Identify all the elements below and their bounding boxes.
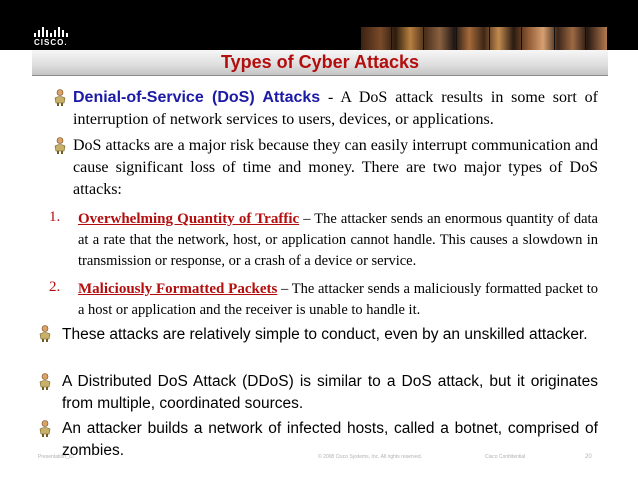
person-bullet-icon bbox=[53, 137, 67, 154]
bullet-botnet: An attacker builds a network of infected hosts, called a botnet, comprised of zombies. bbox=[62, 420, 598, 459]
numbered-item-packets-text: – The attacker sends a maliciously formatted packet to a host or application and the receiver is unable to handle it. bbox=[78, 281, 598, 318]
numbered-item-traffic-text: – The attacker sends an enormous quantity of data at a rate that the network, host, or application cannot handle. This causes a slowdown in transmission or response, or a crash of a device or service. bbox=[78, 211, 598, 269]
bullet-dos-definition bbox=[73, 87, 598, 131]
bullet-dos-definition-text: - A DoS attack results in some sort of interruption of network services to users, devices, or applications. bbox=[73, 89, 598, 128]
bullet-dos-risk: DoS attacks are a major risk because they can easily interrupt communication and cause significant loss of time and money. There are two major types of DoS attacks: bbox=[73, 137, 598, 198]
header-bar bbox=[0, 0, 638, 50]
person-bullet-icon bbox=[38, 373, 52, 390]
term-malformed-packets: Maliciously Formatted Packets bbox=[78, 281, 278, 297]
slide-title: Types of Cyber Attacks bbox=[220, 52, 420, 72]
page-number: 20 bbox=[585, 454, 592, 460]
footer-presentation-id: Presentation_ID bbox=[38, 454, 74, 460]
term-dos-attacks: Denial-of-Service (DoS) Attacks bbox=[73, 89, 321, 106]
cisco-logo bbox=[32, 27, 76, 49]
numbered-item-packets bbox=[78, 279, 598, 321]
list-number-2: 2. bbox=[49, 279, 61, 295]
footer-copyright: © 2008 Cisco Systems, Inc. All rights reserved. bbox=[318, 454, 423, 460]
person-bullet-icon bbox=[38, 325, 52, 342]
bullet-simple-to-conduct: These attacks are relatively simple to conduct, even by an unskilled attacker. bbox=[62, 326, 588, 343]
header-photo-strip bbox=[361, 27, 607, 50]
list-number-1: 1. bbox=[49, 209, 61, 225]
numbered-item-traffic bbox=[78, 209, 598, 272]
title-bar bbox=[32, 50, 608, 76]
footer-confidential: Cisco Confidential bbox=[485, 454, 526, 460]
term-overwhelming-traffic: Overwhelming Quantity of Traffic bbox=[78, 211, 300, 227]
bullet-ddos: A Distributed DoS Attack (DDoS) is similar to a DoS attack, but it originates from multiple, coordinated sources. bbox=[62, 373, 598, 412]
person-bullet-icon bbox=[38, 420, 52, 437]
cisco-bridge-icon bbox=[32, 27, 76, 37]
person-bullet-icon bbox=[53, 89, 67, 106]
logo-text: CISCO. bbox=[34, 38, 68, 47]
